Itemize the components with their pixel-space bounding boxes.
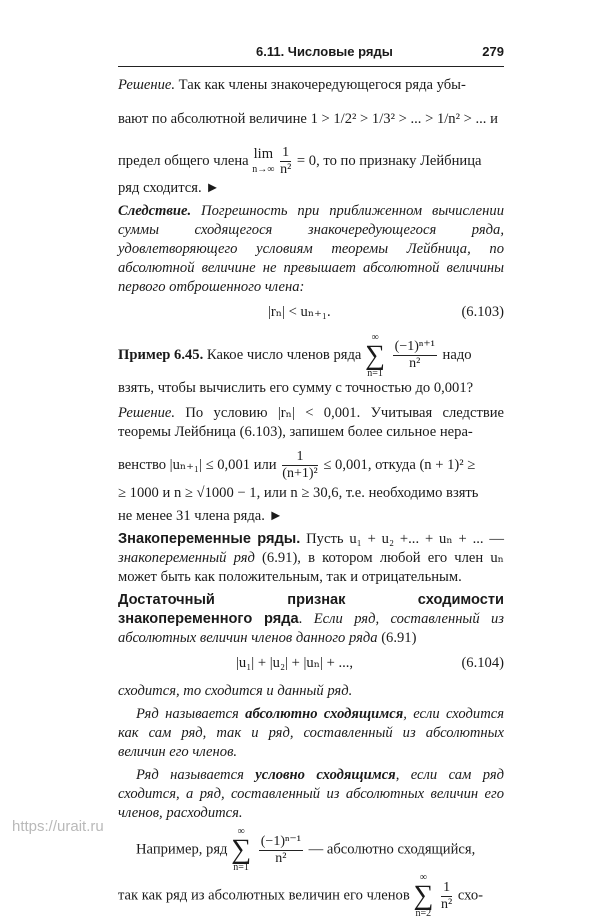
series-sum — [231, 827, 251, 873]
term: знакопеременный ряд — [118, 550, 255, 566]
watermark: https://urait.ru — [12, 818, 104, 835]
alternating-series-paragraph — [118, 530, 504, 587]
term-conditional: условно сходящимся — [255, 767, 396, 783]
alternating-term — [259, 834, 303, 867]
example-label: Пример 6.45. — [118, 347, 204, 363]
sigma: ∑ — [365, 339, 385, 371]
running-header — [118, 44, 504, 64]
criterion-label: Достаточный признак сходимости знакопеременного ряда — [118, 592, 504, 627]
solution-label: Решение. — [118, 77, 176, 93]
upper-limit: ∞ — [419, 872, 427, 883]
text: , если сам ряд сходится, а ряд, составленный из абсолютных величин его членов, расходится. — [118, 767, 504, 821]
text: , если сходится как сам ряд, так и ряд, составленный из абсолютных величин его членов. — [118, 706, 504, 760]
text: ≥ 1000 и n ≥ √1000 − 1, или n ≥ 30,6, т.е. необходимо взять — [118, 485, 479, 501]
example-absolute-line-2 — [118, 873, 504, 919]
solution2-line — [118, 446, 504, 484]
header-rule — [118, 66, 504, 67]
corollary-paragraph — [118, 202, 504, 297]
example-6-45 — [118, 331, 504, 379]
upper-limit: ∞ — [371, 331, 379, 343]
denominator: (n+1)² — [282, 466, 318, 482]
equation-6-104 — [118, 652, 504, 678]
text: Например, ряд — [136, 841, 232, 858]
text: вают по абсолютной величине — [118, 111, 311, 127]
text: взять, чтобы вычислить его сумму с точностью до 0,001? — [118, 380, 474, 396]
text: — абсолютно сходящийся, — [308, 841, 476, 858]
upper-limit: ∞ — [237, 826, 245, 837]
equals-zero: = 0 — [296, 153, 317, 169]
solution-label: Решение. — [118, 405, 176, 421]
one-over-n-plus-one-squared — [282, 449, 317, 482]
lower-limit: n=2 — [415, 908, 432, 919]
text: Какое число членов ряда — [203, 347, 366, 363]
equation-number: (6.103) — [461, 304, 504, 320]
absolute-convergence-definition — [118, 705, 504, 762]
page-number: 279 — [482, 44, 504, 59]
numerator: 1 — [282, 449, 317, 466]
text: Пусть u₁ + u₂ +... + uₙ + ... — — [300, 531, 504, 547]
corollary-label: Следствие. — [118, 203, 192, 219]
denominator: n² — [409, 356, 421, 372]
page-body — [118, 76, 504, 923]
alternating-label: Знакопеременные ряды. — [118, 531, 301, 547]
sigma: ∑ — [413, 880, 434, 911]
solution2-line-3 — [118, 484, 504, 503]
decreasing-sequence-formula: 1 > 1/2² > 1/3² > ... > 1/n² > ... — [310, 111, 487, 127]
text: венство |uₙ₊₁| ≤ 0,001 или — [118, 457, 281, 473]
numerator: 1 — [441, 880, 452, 897]
solution-line-4 — [118, 179, 504, 198]
example-line-2 — [118, 379, 504, 398]
numerator: (−1)ⁿ⁻¹ — [260, 833, 301, 849]
text: не менее 31 члена ряда. ► — [118, 508, 283, 524]
one-over-n-squared — [280, 145, 291, 178]
text: Ряд называется — [136, 706, 246, 722]
conditional-convergence-definition — [118, 766, 504, 823]
equation-body: |rₙ| < uₙ₊₁. — [268, 304, 331, 320]
text: сходится, то сходится и данный ряд. — [118, 683, 353, 699]
solution2-line-4 — [118, 507, 504, 526]
corollary-text: Погрешность при приближенном вычислении суммы сходящегося знакочередующегося ряда, удовлетворяющего условиям теоремы Лейбница, по абсолютной величине не превышает абсолютной величины первого отброшенного члена: — [118, 203, 504, 295]
solution-paragraph-1 — [118, 76, 504, 95]
numerator: (−1)ⁿ⁺¹ — [394, 339, 435, 355]
text: и — [490, 111, 498, 127]
lim-subscript: n→∞ — [252, 163, 275, 175]
converges-line — [118, 682, 504, 701]
numerator: 1 — [280, 145, 291, 162]
example-absolute — [118, 827, 504, 873]
text: ряд сходится. ► — [118, 180, 220, 196]
denominator: n² — [275, 850, 287, 866]
one-over-n-squared — [441, 880, 452, 913]
text: надо — [442, 347, 472, 363]
series-sum — [413, 873, 433, 919]
denominator: n² — [440, 896, 453, 912]
solution-line-3 — [118, 143, 504, 179]
lower-limit: n=1 — [367, 367, 383, 379]
lower-limit: n=1 — [233, 862, 249, 873]
equation-number: (6.104) — [461, 655, 504, 671]
criterion-text: Если ряд, составленный из абсолютных величин членов данного ряда — [118, 611, 505, 646]
text: Так как члены знакочередующегося ряда убы- — [175, 77, 466, 93]
text: ≤ 0,001, откуда (n + 1)² ≥ — [323, 457, 476, 473]
lim: lim — [253, 145, 274, 162]
solution-line-2 — [118, 99, 504, 139]
alternating-term — [393, 339, 437, 372]
equation-body: |u₁| + |u₂| + |uₙ| + ..., — [236, 655, 354, 671]
sigma: ∑ — [231, 834, 252, 865]
section-title: 6.11. Числовые ряды — [256, 44, 393, 59]
limit-formula — [252, 147, 274, 177]
term-absolute: абсолютно сходящимся — [245, 706, 404, 722]
text: так как ряд из абсолютных величин его членов — [118, 887, 414, 904]
denominator: n² — [280, 162, 292, 178]
text: схо- — [457, 887, 484, 904]
text: предел общего члена — [118, 153, 253, 169]
criterion-paragraph — [118, 591, 504, 648]
text: Ряд называется — [136, 767, 256, 783]
solution-paragraph-2 — [118, 404, 504, 442]
text: По условию |rₙ| < 0,001. Учитывая следствие теоремы Лейбница (6.103), запишем более сильное нера- — [118, 405, 504, 440]
series-sum — [365, 333, 385, 379]
text: , то по признаку Лейбница — [316, 153, 482, 169]
text: (6.91), в котором любой его член uₙ — [254, 550, 504, 566]
text: может быть как положительным, так и отрицательным. — [118, 569, 462, 585]
text: . — [298, 611, 314, 627]
text: (6.91) — [377, 630, 417, 646]
equation-6-103 — [118, 301, 504, 327]
